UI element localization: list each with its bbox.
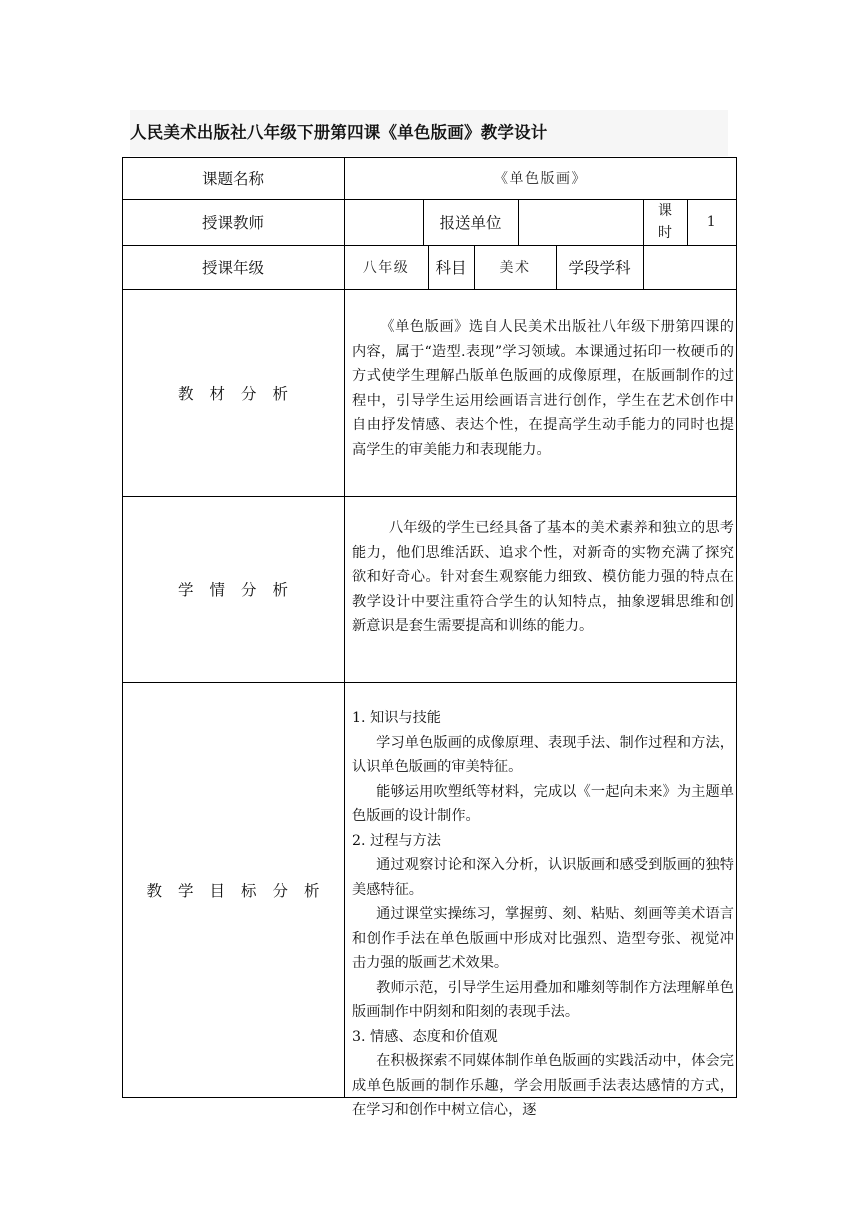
course-name-value: 《单色版画》 xyxy=(494,171,587,187)
objective-paragraph: 通过观察讨论和深入分析，认识版画和感受到版画的独特美感特征。 xyxy=(352,857,734,898)
material-analysis-label: 教材分析 xyxy=(177,384,304,403)
class-hours-label-2: 时 xyxy=(658,225,672,241)
objective-paragraph: 在积极探索不同媒体制作单色版画的实践活动中，体会完成单色版画的制作乐趣，学会用版画手法表达感情的方式，在学习和创作中树立信心，逐 xyxy=(352,1053,734,1118)
teacher-value xyxy=(344,199,423,245)
grade-value: 八年级 xyxy=(362,260,410,276)
unit-value xyxy=(518,199,643,245)
stage-subject-value xyxy=(643,245,737,289)
student-analysis-paragraph: 八年级的学生已经具备了基本的美术素养和独立的思考能力，他们思维活跃、追求个性，对新奇的实物充满了探究欲和好奇心。针对套生观察能力细致、模仿能力强的特点在教学设计中要注重符合学生的认知特点，抽象逻辑思维和创新意识是套生需要提高和训练的能力。 xyxy=(352,520,734,634)
class-hours-label-1: 课 xyxy=(658,203,672,219)
stage-subject-label: 学段学科 xyxy=(568,259,631,277)
student-analysis-text xyxy=(352,516,734,639)
objective-paragraph: 学习单色版画的成像原理、表现手法、制作过程和方法，认识单色版画的审美特征。 xyxy=(352,734,734,775)
subject-label: 科目 xyxy=(435,259,467,277)
course-name-label: 课题名称 xyxy=(201,170,264,188)
document-title: 人民美术出版社八年级下册第四课《单色版画》教学设计 xyxy=(130,110,728,156)
material-analysis-text xyxy=(352,315,734,462)
class-hours-label xyxy=(643,199,687,245)
column-divider xyxy=(344,157,345,1098)
unit-label: 报送单位 xyxy=(439,214,502,232)
objectives-label: 教学目标分析 xyxy=(146,882,336,900)
material-analysis-paragraph: 《单色版画》选自人民美术出版社八年级下册第四课的内容，属于“造型.表现”学习领域。本课通过拓印一枚硬币的方式使学生理解凸版单色版画的成像原理，在版画制作的过程中，引导学生运用绘画语言进行创作，学生在艺术创作中自由抒发情感、表达个性，在提高学生动手能力的同时也提高学生的审美能力和表现能力。 xyxy=(352,319,734,458)
objective-paragraph: 能够运用吹塑纸等材料，完成以《一起向未来》为主题单色版画的设计制作。 xyxy=(352,783,734,824)
objectives-text xyxy=(352,706,734,1118)
class-hours-value: 1 xyxy=(706,214,718,230)
subject-value: 美术 xyxy=(499,260,531,276)
teacher-label: 授课教师 xyxy=(201,214,264,232)
objective-paragraph: 通过课堂实操练习，掌握剪、刻、粘贴、刻画等美术语言和创作手法在单色版画中形成对比强烈、造型夸张、视觉冲击力强的版画艺术效果。 xyxy=(352,906,734,971)
student-analysis-label: 学情分析 xyxy=(177,581,304,599)
grade-label: 授课年级 xyxy=(201,259,264,277)
objective-heading-1: 1. 知识与技能 xyxy=(352,710,441,726)
objective-heading-2: 2. 过程与方法 xyxy=(352,832,441,849)
objective-paragraph: 教师示范，引导学生运用叠加和雕刻等制作方法理解单色版画制作中阴刻和阳刻的表现手法。 xyxy=(352,979,734,1020)
objective-heading-3: 3. 情感、态度和价值观 xyxy=(352,1028,498,1045)
